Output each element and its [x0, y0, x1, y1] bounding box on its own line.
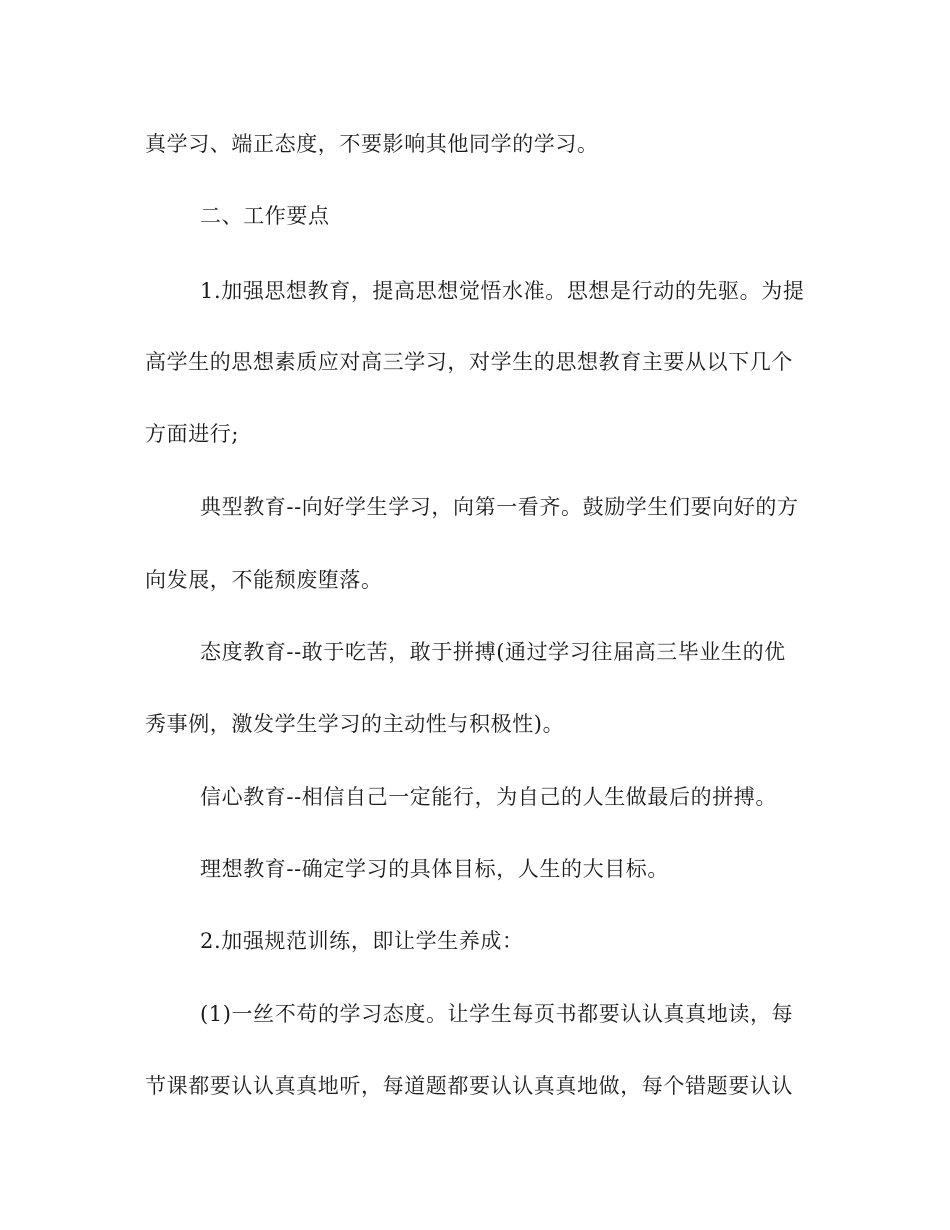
paragraph-line: 态度教育--敢于吃苦，敢于拼搏(通过学习往届高三毕业生的优 — [200, 640, 786, 664]
paragraph-line: 节课都要认认真真地听，每道题都要认认真真地做，每个错题要认认 — [145, 1074, 793, 1098]
paragraph-line: 方面进行; — [145, 422, 240, 446]
section-heading: 二、工作要点 — [200, 204, 330, 228]
paragraph-line: 2.加强规范训练，即让学生养成： — [200, 929, 524, 953]
paragraph-line: 信心教育--相信自己一定能行，为自己的人生做最后的拼搏。 — [200, 785, 777, 809]
paragraph-line: 真学习、端正态度，不要影响其他同学的学习。 — [145, 132, 599, 156]
paragraph-line: 高学生的思想素质应对高三学习，对学生的思想教育主要从以下几个 — [145, 350, 793, 374]
paragraph-line: (1)一丝不苟的学习态度。让学生每页书都要认认真真地读，每 — [200, 1002, 794, 1026]
paragraph-line: 向发展，不能颓废堕落。 — [145, 568, 383, 592]
paragraph-line: 理想教育--确定学习的具体目标，人生的大目标。 — [200, 857, 669, 881]
paragraph-line: 典型教育--向好学生学习，向第一看齐。鼓励学生们要向好的方 — [200, 495, 799, 519]
paragraph-line: 秀事例，激发学生学习的主动性与积极性)。 — [145, 712, 565, 736]
paragraph-line: 1.加强思想教育，提高思想觉悟水准。思想是行动的先驱。为提 — [200, 279, 805, 303]
